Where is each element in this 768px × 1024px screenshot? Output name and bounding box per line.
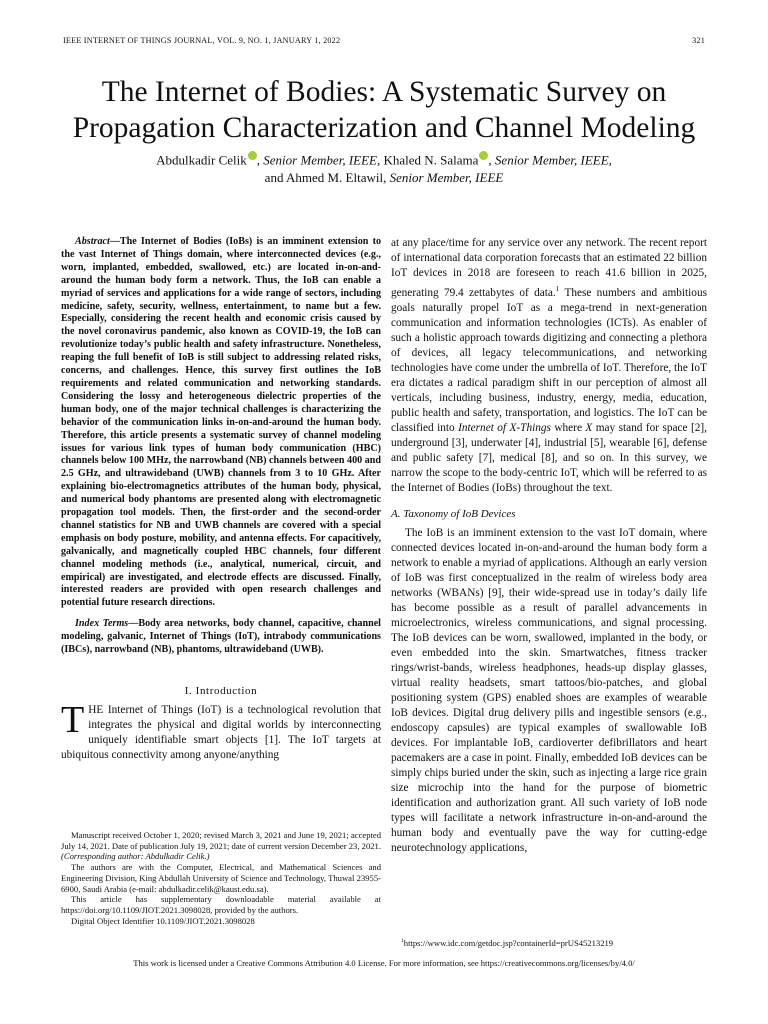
footnote-mark[interactable]: 1 (555, 284, 560, 293)
doi-note[interactable]: Digital Object Identifier 10.1109/JIOT.2021.3098028 (71, 915, 255, 926)
index-terms (61, 618, 381, 657)
license-notice: This work is licensed under a Creative Commons Attribution 4.0 License. For more information, see https://creativecommons.org/licenses/by/4.0/ (133, 958, 635, 968)
body-paragraph: The IoB is an imminent extension to the vast IoT domain, where connected devices located in-on-and-around the human body form a network to enable a myriad of applications. Although an early version of IoB was first conceptualized in the realm of wireless body area networks (WBANs) [9], their wide-spread use in today’s daily life has become possible as a result of parallel advancements in microelectronics, wireless communications, and signal processing. The IoB devices can be worn, swallowed, implanted in the body, or even embedded into the skin. Smartwatches, fitness tracker rings/wrist-bands, wireless headphones, heads-up display glasses, virtual reality headsets, smart tattoos/bio-patches, and global positioning system (GPS) enabled shoes are examples of wearable IoB devices. Digital drug delivery pills and ingestible sensors (e.g., endoscopy capsules) are typical examples of swallowable IoB devices. For implantable IoB, cardioverter defibrillators and heart pacemakers are a case in point. Finally, embedded IoB devices can be simply chips buried under the skin, such as injecting a large rice grain size microchip into the hand for the purpose of biometric identification and authorization grant. All such variety of IoB node types will facilitate a network infrastructure in-on-and-around the human body and eventually pave the way for cutting-edge neurotechnology applications, (391, 526, 707, 854)
abstract-text: —The Internet of Bodies (IoBs) is an imminent extension to the vast Internet of Things domain, where interconnected devices (e.g., worn, implanted, embedded, swallowed, etc.) are located in-on-and-around the human body form a network. Thus, the IoB can enable a myriad of services and applications for a wide range of sectors, including medicine, safety, security, wellness, entertainment, to name but a few. Especially, considering the recent health and economic crisis caused by the novel coronavirus pandemic, also known as COVID-19, the IoB can revolutionize today’s public health and safety infrastructure. Nonetheless, reaping the full benefit of IoB is still subject to addressing related risks, concerns, and challenges. Hence, this survey first outlines the IoB requirements and related communication and networking standards. Considering the lossy and heterogeneous dielectric properties of the human body, one of the major technical challenges is characterizing the behavior of the communication links in-on-and-around the human body. Therefore, this article presents a systematic survey of channel modeling issues for various link types of human body communication (HBC) channels below 100 MHz, the narrowband (NB) channels between 400 and 2.5 GHz, and ultrawideband (UWB) channels from 3 to 10 GHz. After explaining bio-electromagnetics attributes of the human body, physical, and numerical body phantoms are presented along with electromagnetic propagation tool models. Then, the first-order and the second-order channel statistics for NB and UWB channels are covered with a special emphasis on body posture, mobility, and antenna effects. For capacitively, galvanically, and magnetically coupled HBC channels, four different channel modeling methods (i.e., analytical, numerical, circuit, and empirical) are investigated, and electrode effects are discussed. Finally, interested readers are provided with open research challenges and potential future research directions. (61, 236, 381, 609)
subsection-heading: A. Taxonomy of IoB Devices (391, 507, 516, 520)
author-name: Abdulkadir Celik (156, 152, 247, 168)
para-text: at any place/time for any service over any network. The recent report of international data corporation forecasts that an estimated 22 billion IoT devices in 2018 are foreseen to reach 41.6 billion in 2025, generating 79.4 zettabytes of data. (391, 237, 707, 299)
intro-text: HE Internet of Things (IoT) is a technological revolution that integrates the physical and digital worlds by interconnecting uniquely identifiable smart objects [1]. The IoT targets at ubiquitous connectivity among anyone/anything (61, 704, 381, 761)
abstract (61, 236, 381, 610)
author-membership: , Senior Member, IEEE, (488, 152, 612, 168)
para-text: These numbers and ambitious goals naturally propel IoT as a mega-trend in next-generation communication and information technologies (ICTs). As enabler of such a holistic approach towards digitizing and connecting a plethora of devices, all legacy telecommunications, and networking technologies have come under the umbrella of IoT. Therefore, the IoT era dictates a radical paradigm shift in our perception of almost all verticals, including business, industry, energy, media, education, public health and safety, transportation, and logistics. The IoT can be classified into (391, 286, 707, 434)
journal-citation: IEEE INTERNET OF THINGS JOURNAL, VOL. 9, NO. 1, JANUARY 1, 2022 (63, 36, 341, 45)
title-line-1: The Internet of Bodies: A Systematic Survey on (101, 76, 667, 108)
received-dates: Manuscript received October 1, 2020; revised March 3, 2021 and June 19, 2021; accepted July 14, 2021. Date of publication July 19, 2021; date of current version December 23, 2021. (61, 830, 381, 851)
body-paragraph (391, 236, 707, 496)
manuscript-footnotes (61, 830, 381, 926)
supplementary-note: This article has supplementary downloadable material available at https://doi.org/10.1109/JIOT.2021.3098028, provided by the authors. (61, 894, 381, 915)
intro-paragraph (61, 699, 381, 763)
right-column (391, 236, 707, 856)
page-number: 321 (692, 36, 705, 45)
author-name: and Ahmed M. Eltawil, (264, 170, 390, 186)
author-membership: , Senior Member, IEEE, (256, 152, 384, 168)
abstract-label: Abstract (75, 236, 110, 247)
author-name: Khaled N. Salama (383, 152, 479, 168)
footnote-url[interactable]: https://www.idc.com/getdoc.jsp?containerId=prUS45213219 (403, 937, 614, 948)
footnote-number: 1 (401, 938, 404, 944)
section-heading: I. Introduction (184, 685, 258, 697)
drop-cap: T (61, 699, 85, 741)
para-text: where (550, 421, 586, 434)
index-terms-text: —Body area networks, body channel, capacitive, channel modeling, galvanic, Internet of Things (IoT), intrabody communications (IBCs), narrowband (NB), phantoms, ultrawideband (UWB). (61, 618, 381, 656)
orcid-icon[interactable] (248, 151, 257, 160)
author-membership: Senior Member, IEEE (389, 170, 504, 186)
index-terms-label: Index Terms (75, 618, 129, 630)
received-note (61, 830, 381, 862)
left-column (61, 236, 381, 763)
para-text: may stand for space [2], underground [3], underwater [4], industrial [5], wearable [6], defense and public safety [7], medical [8], and so on. In this survey, we narrow the scope to the body-centric IoT, which will be referred to as the Internet of Bodies (IoBs) throughout the text. (391, 421, 707, 494)
paper-title (30, 74, 738, 146)
title-line-2: Propagation Characterization and Channel Modeling (72, 112, 696, 144)
emphasis-text: Internet of X-Things (458, 421, 551, 434)
url-footnote (391, 936, 717, 949)
author-list (40, 150, 728, 187)
running-head (63, 36, 705, 45)
affiliation-note: The authors are with the Computer, Electrical, and Mathematical Sciences and Engineering Division, King Abdullah University of Science and Technology, Thuwal 23955-6900, Saudi Arabia (e-mail: abdulkadir.celik@kaust.edu.sa). (61, 862, 381, 894)
corresponding-author: (Corresponding author: Abdulkadir Celik.) (61, 851, 210, 862)
emphasis-text: X (585, 421, 593, 434)
